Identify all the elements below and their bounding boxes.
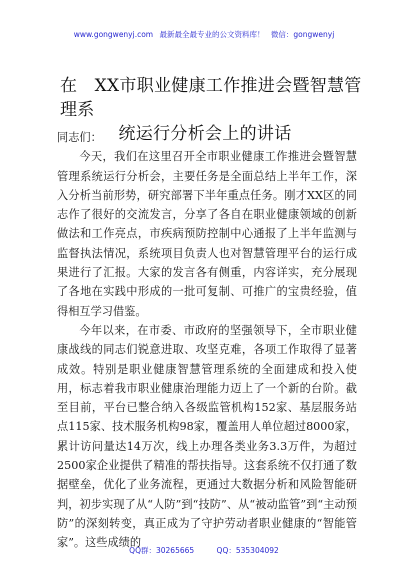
title-line-1: 在 XX市职业健康工作推进会暨智慧管理系	[60, 76, 362, 120]
document-body	[57, 128, 357, 553]
page-header	[0, 30, 408, 40]
paragraph-2: 今年以来，在市委、市政府的坚强领导下，全市职业健康战线的同志们锐意进取、攻坚克难，各项工作取得了显著成效。特别是职业健康智慧管理系统的全面建成和投入使用，标志着我市职业健康治理能力迈上了一个新的台阶。截至目前，平台已整合纳入各级监管机构152家、基层服务站点115家、技术服务机构98家，覆盖用人单位超过8000家，累计访问量达14万次，线上办理各类业务3.3万件，为超过2500家企业提供了精准的帮扶指导。这套系统不仅打通了数据壁垒，优化了业务流程，更通过大数据分析和风险智能研判，初步实现了从“人防”到“技防”、从“被动监管”到“主动预防”的深刻转变，真正成为了守护劳动者职业健康的“智能管家”。这些成绩的	[57, 323, 357, 550]
title-line-2: 统运行分析会上的讲话	[118, 124, 292, 144]
header-wechat: 微信：gongwenyj	[270, 30, 335, 39]
page-footer	[0, 546, 408, 556]
header-slogan: 最新最全最专业的公文资料库！	[159, 30, 265, 39]
footer-qq-group: QQ群：30265665	[129, 546, 195, 555]
footer-qq: QQ：535304092	[216, 546, 279, 555]
salutation: 同志们：	[57, 131, 102, 144]
header-site-url[interactable]: www.gongwenyj.com	[73, 30, 154, 39]
paragraph-1: 今天，我们在这里召开全市职业健康工作推进会暨智慧管理系统运行分析会，主要任务是全面总结上半年工作，深入分析当前形势，研究部署下半年重点任务。刚才XX区的同志作了很好的交流发言，分享了各自在职业健康领域的创新做法和工作亮点，市疾病预防控制中心通报了上半年监测与监督执法情况，系统项目负责人也对智慧管理平台的运行成果进行了汇报。大家的发言各有侧重，内容详实，充分展现了各地在实践中形成的一批可复制、可推广的宝贵经验，值得相互学习借鉴。	[57, 150, 357, 318]
